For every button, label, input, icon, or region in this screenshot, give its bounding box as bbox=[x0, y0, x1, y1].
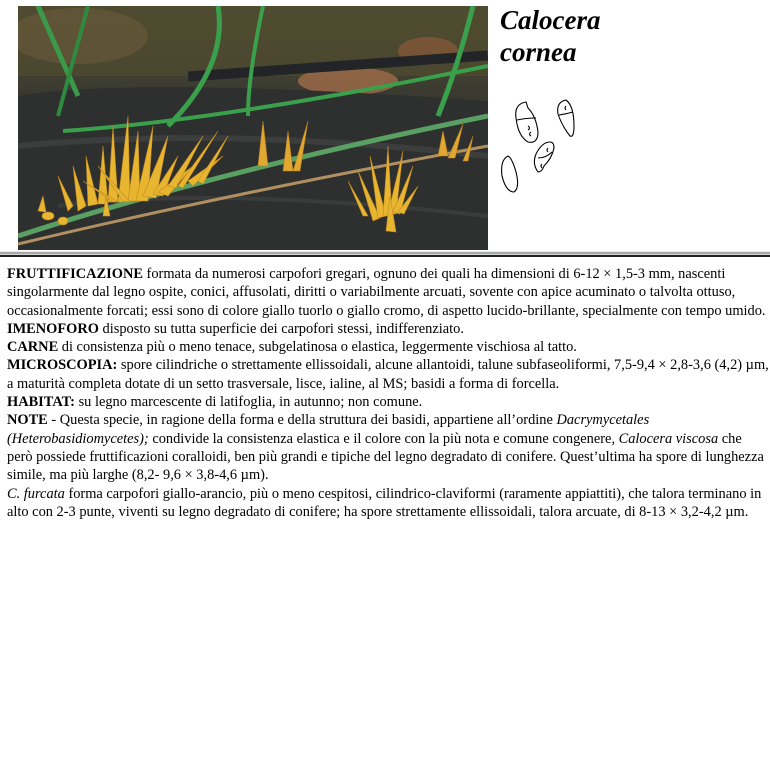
species-epithet: cornea bbox=[500, 37, 577, 67]
label-fruttificazione: FRUTTIFICAZIONE bbox=[7, 266, 143, 282]
taxon-order: Dacrymycetales (Heterobasidiomycetes); bbox=[7, 412, 650, 447]
label-carne: CARNE bbox=[7, 339, 59, 356]
taxon-c-furcata: C. furcata bbox=[7, 485, 65, 502]
section-fruttificazione: FRUTTIFICAZIONE formata da numerosi carpofori gregari, ognuno dei quali ha dimensioni di 6-12 × 1,5-3 mm, nascenti singolarmente dal legno ospite, conici, affusolati, diritti o variabilmente arcuati, sovente con apice acuminato o talvolta ottuso, occasionalmente forcati; essi sono di colore giallo tuorlo o giallo cromo, di aspetto lucido-brillante, specialmente con tempo umido. bbox=[7, 266, 766, 319]
spore-drawing bbox=[502, 156, 518, 192]
species-description bbox=[7, 265, 769, 521]
label-note: NOTE bbox=[7, 412, 48, 429]
spore-illustration bbox=[498, 96, 588, 196]
label-microscopia: MICROSCOPIA: bbox=[7, 357, 118, 374]
section-furcata: C. furcata forma carpofori giallo-arancio, più o meno cespitosi, cilindrico-claviformi (raramente appiattiti), che talora terminano in alto con 2-3 punte, viventi su legno degradato di conifere; ha spore strettamente ellissoidali, talora arcuate, di 8-13 × 3,2-4,2 µm. bbox=[7, 485, 762, 520]
genus-name: Calocera bbox=[500, 5, 601, 35]
spore-drawing bbox=[558, 100, 574, 136]
section-habitat: HABITAT: su legno marcescente di latifoglia, in autunno; non comune. bbox=[7, 394, 423, 411]
horizontal-divider bbox=[0, 251, 770, 257]
spore-drawing bbox=[516, 102, 538, 142]
species-title bbox=[500, 4, 601, 68]
section-imenoforo: IMENOFORO disposto su tutta superficie dei carpofori stessi, indifferenziato. bbox=[7, 320, 464, 337]
fungus-photo bbox=[18, 6, 488, 250]
label-habitat: HABITAT: bbox=[7, 394, 75, 411]
label-imenoforo: IMENOFORO bbox=[7, 320, 99, 337]
taxon-calocera-viscosa: Calocera viscosa bbox=[618, 430, 719, 447]
section-microscopia: MICROSCOPIA: spore cilindriche o strettamente ellissoidali, alcune allantoidi, talune subfaseoliformi, 7,5-9,4 × 2,8-3,6 (4,2) µm, a maturità completa dotate di un setto trasversale, lisce, ialine, al MS; basidi a forma di forcella. bbox=[7, 357, 769, 392]
section-note: NOTE - Questa specie, in ragione della forma e della struttura dei basidi, appartiene all’ordine Dacrymycetales (Heterobasidiomycetes); condivide la consistenza elastica e il colore con la più nota e comune congenere, Calocera viscosa che però possiede fruttificazioni coralloidi, ben più grandi e tipiche del legno degradato di conifere. Quest’ultima ha spore di lunghezza simile, ma più larghe (8,2- 9,6 × 3,8-4,6 µm). bbox=[7, 412, 764, 484]
section-carne: CARNE di consistenza più o meno tenace, subgelatinosa o elastica, leggermente vischiosa al tatto. bbox=[7, 339, 577, 356]
